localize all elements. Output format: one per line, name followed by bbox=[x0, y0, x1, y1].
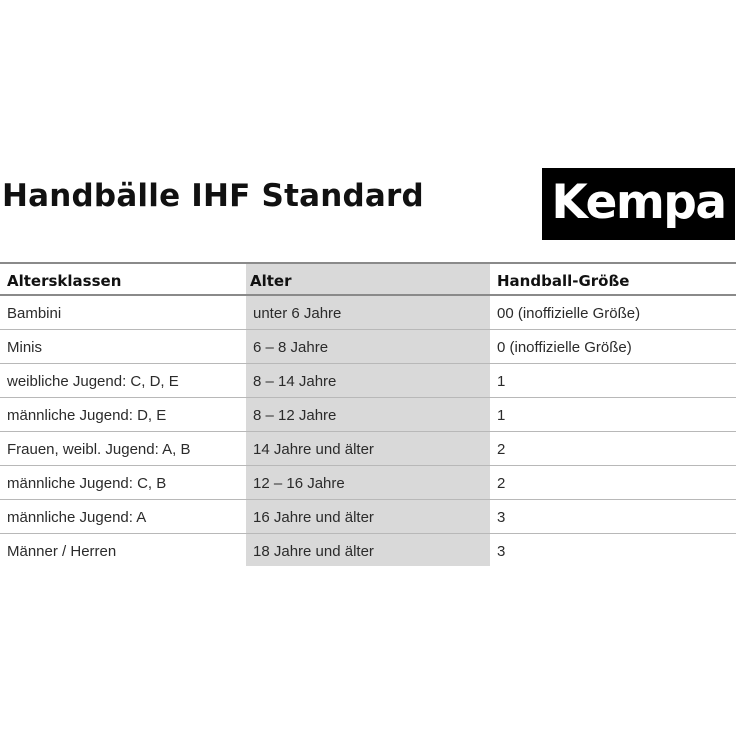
cell-altersklasse: männliche Jugend: C, B bbox=[7, 475, 167, 492]
row-rule bbox=[0, 533, 736, 534]
table-row bbox=[0, 365, 736, 398]
row-rule bbox=[0, 329, 736, 330]
page-title: Handbälle IHF Standard bbox=[2, 178, 424, 214]
cell-altersklasse: Bambini bbox=[7, 305, 62, 322]
header-alter: Alter bbox=[250, 272, 292, 290]
cell-alter: 14 Jahre und älter bbox=[253, 441, 374, 458]
header-rule bbox=[0, 294, 736, 296]
table-row bbox=[0, 535, 736, 568]
row-rule bbox=[0, 363, 736, 364]
cell-alter: 8 – 14 Jahre bbox=[253, 373, 337, 390]
cell-groesse: 00 (inoffizielle Größe) bbox=[497, 305, 641, 322]
cell-alter: 6 – 8 Jahre bbox=[253, 339, 329, 356]
row-rule bbox=[0, 465, 736, 466]
table-row bbox=[0, 297, 736, 330]
cell-groesse: 0 (inoffizielle Größe) bbox=[497, 339, 632, 356]
table-header-row bbox=[0, 264, 736, 296]
table-row bbox=[0, 399, 736, 432]
header-altersklassen: Altersklassen bbox=[7, 272, 122, 290]
header-handball-groesse: Handball-Größe bbox=[497, 272, 630, 290]
cell-alter: 16 Jahre und älter bbox=[253, 509, 374, 526]
row-rule bbox=[0, 397, 736, 398]
cell-altersklasse: Männer / Herren bbox=[7, 543, 117, 560]
cell-groesse: 3 bbox=[497, 509, 506, 526]
cell-groesse: 2 bbox=[497, 441, 506, 458]
logo-text: Kempa bbox=[551, 174, 726, 230]
cell-groesse: 2 bbox=[497, 475, 506, 492]
cell-altersklasse: Minis bbox=[7, 339, 43, 356]
table-row bbox=[0, 331, 736, 364]
cell-alter: 8 – 12 Jahre bbox=[253, 407, 337, 424]
cell-altersklasse: männliche Jugend: A bbox=[7, 509, 147, 526]
cell-alter: 18 Jahre und älter bbox=[253, 543, 374, 560]
cell-altersklasse: männliche Jugend: D, E bbox=[7, 407, 167, 424]
cell-altersklasse: weibliche Jugend: C, D, E bbox=[7, 373, 179, 390]
table-row bbox=[0, 433, 736, 466]
row-rule bbox=[0, 499, 736, 500]
cell-groesse: 3 bbox=[497, 543, 506, 560]
table-row bbox=[0, 467, 736, 500]
cell-groesse: 1 bbox=[497, 407, 506, 424]
cell-alter: 12 – 16 Jahre bbox=[253, 475, 345, 492]
cell-groesse: 1 bbox=[497, 373, 506, 390]
table-row bbox=[0, 501, 736, 534]
cell-altersklasse: Frauen, weibl. Jugend: A, B bbox=[7, 441, 191, 458]
row-rule bbox=[0, 431, 736, 432]
cell-alter: unter 6 Jahre bbox=[253, 305, 342, 322]
kempa-logo bbox=[542, 168, 735, 240]
